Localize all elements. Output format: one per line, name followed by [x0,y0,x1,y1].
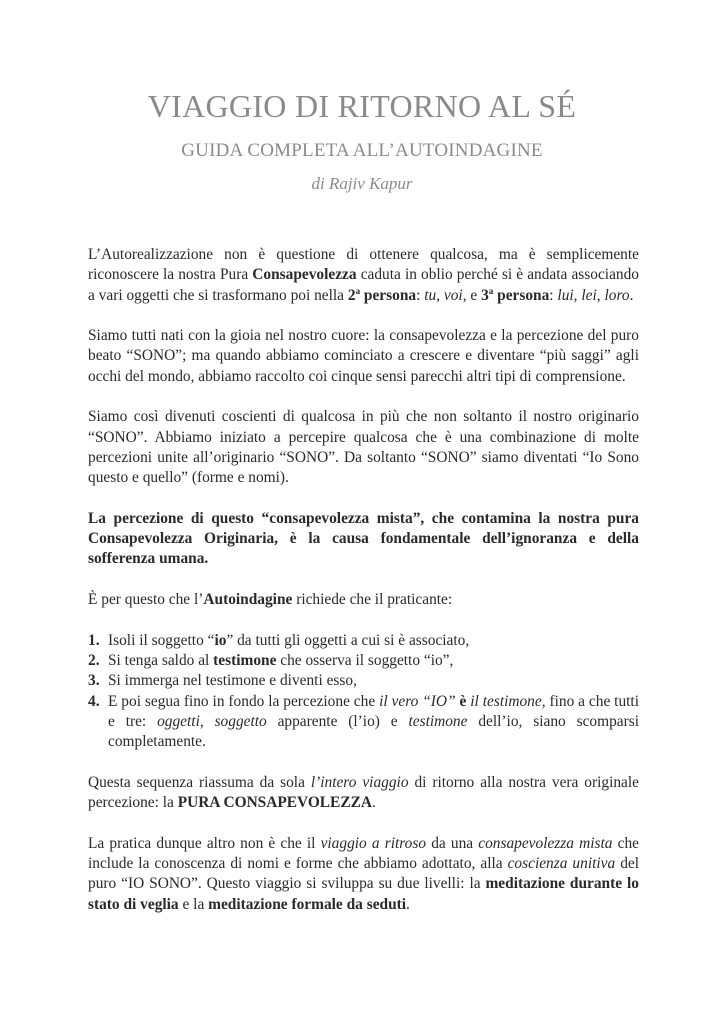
p1-bold-5: persona [493,286,550,304]
p7-text-6: . [406,895,410,913]
paragraph-6 [88,773,639,814]
p1-italic-3: lui [557,286,574,304]
list-item [88,631,639,651]
paragraph-5 [88,590,639,610]
p5-text-1: È per questo che l’ [88,591,204,609]
p1-italic-5: loro [604,286,630,304]
p1-text-2: caduta in oblio perché si è andata associando a vari oggetti che si trasformano poi nella [88,266,639,304]
p7-bold-2: meditazione formale da seduti [208,895,407,913]
step-text: , [199,712,215,730]
document-subtitle: GUIDA COMPLETA ALL’AUTOINDAGINE [181,140,543,161]
p7-italic-3: coscienza unitiva [507,854,616,872]
step-text: Si tenga saldo al [108,651,214,669]
step-italic: testimone [408,712,468,730]
p7-text-1: La pratica dunque altro non è che il [88,834,321,852]
paragraph-4: La percezione di questo “consapevolezza mista”, che contamina la nostra pura Consapevolezza Originaria, è la causa fondamentale dell’ignoranza e della sofferenza umana. [88,509,639,568]
p6-bold-1: PURA CONSAPEVOLEZZA [177,794,372,812]
p1-text-1: L’Autorealizzazione non è questione di ottenere qualcosa, ma è semplicemente riconoscere la nostra Pura [88,246,639,284]
p1-text-3: : [416,286,425,304]
p1-text-7: , [573,286,582,304]
p1-text-9: . [629,286,634,304]
list-item [88,671,639,691]
list-item [88,651,639,671]
paragraph-3: Siamo così divenuti coscienti di qualcosa in più che non soltanto il nostro originario “SONO”. Abbiamo iniziato a percepire qualcosa che è una combinazione di molte percezioni unite all’originario “SONO”. Da soltanto “SONO” siamo diventati “Io Sono questo e quello” (forme e nomi). [88,408,639,487]
paragraph-2: Siamo tutti nati con la gioia nel nostro cuore: la consapevolezza e la percezione del puro beato “SONO”; ma quando abbiamo cominciato a crescere e diventare “più saggi” agli occhi del mondo, abbiamo raccolto coi cinque sensi parecchi altri tipi di comprensione. [88,327,639,385]
p7-text-2: da una [426,834,479,852]
p1-bold-2-num: 2 [347,286,356,304]
p7-italic-2: consapevolezza mista [478,834,613,852]
step-italic: oggetti [157,712,200,730]
step-text: Isoli il soggetto “ [108,631,215,649]
document-body [88,245,639,935]
step-bold: io [214,631,227,649]
p7-text-4: del puro “IO SONO”. Questo viaggio si sviluppa su due livelli: la [88,854,639,893]
step-number: 2. [88,651,100,669]
p1-text-4: , [436,286,444,304]
step-italic: il testimone [470,692,542,710]
p6-text-2: di ritorno alla nostra vera originale percezione: la [88,773,639,812]
document-title: VIAGGIO DI RITORNO AL SÉ [147,88,577,124]
paragraph-1 [88,245,639,306]
step-number: 1. [88,631,100,649]
list-item [88,692,639,753]
step-text: , fino a che tutti e tre: [108,692,639,730]
step-italic: il vero “IO” [379,692,456,710]
step-text: che osserva il soggetto “io”, [276,651,454,669]
p6-text-1: Questa sequenza riassuma da sola [88,773,311,791]
step-bold: testimone [213,651,277,669]
p1-bold-3: persona [360,286,417,304]
p1-bold-2 [348,287,416,304]
step-italic: soggetto [214,712,267,730]
p5-bold-1: Autoindagine [203,591,293,609]
p1-italic-1: tu [424,286,437,304]
document-author: di Rajiv Kapur [311,174,413,193]
p6-italic-1: l’intero viaggio [310,773,409,791]
p1-bold-1: Consapevolezza [252,266,357,284]
p1-sup-2: a [488,285,494,296]
p6-text-3: . [371,794,376,812]
step-number: 4. [88,692,100,710]
p1-text-6: : [549,286,558,304]
p7-italic-1: viaggio a ritroso [320,834,427,852]
step-text: ” da tutti gli oggetti a cui si è associato, [226,631,470,649]
p1-bold-4 [481,287,549,304]
paragraph-7 [88,834,639,915]
p5-text-2: richiede che il praticante: [292,591,453,609]
p7-bold-1: meditazione durante lo stato di veglia [88,875,639,913]
step-text: Si immerga nel testimone e diventi esso, [108,672,357,690]
p1-italic-4: lei [581,286,597,304]
practice-section [88,590,639,752]
p1-text-8: , [596,286,605,304]
p1-text-5: , e [462,286,482,304]
p1-sup-1: a [355,285,361,296]
step-text: E poi segua fino in fondo la percezione che [108,692,380,710]
step-number: 3. [88,672,100,690]
p7-text-5: e la [178,895,209,913]
steps-list [88,631,639,753]
p1-bold-4-num: 3 [481,286,489,304]
step-text: dell’io, siano scomparsi completamente. [108,712,639,751]
p7-text-3: che include la conoscenza di nomi e forme che abbiamo adottato, alla [88,834,639,872]
step-bold: è [455,692,471,710]
step-text: apparente (l’io) e [266,712,409,730]
p1-italic-2: voi [443,286,463,304]
